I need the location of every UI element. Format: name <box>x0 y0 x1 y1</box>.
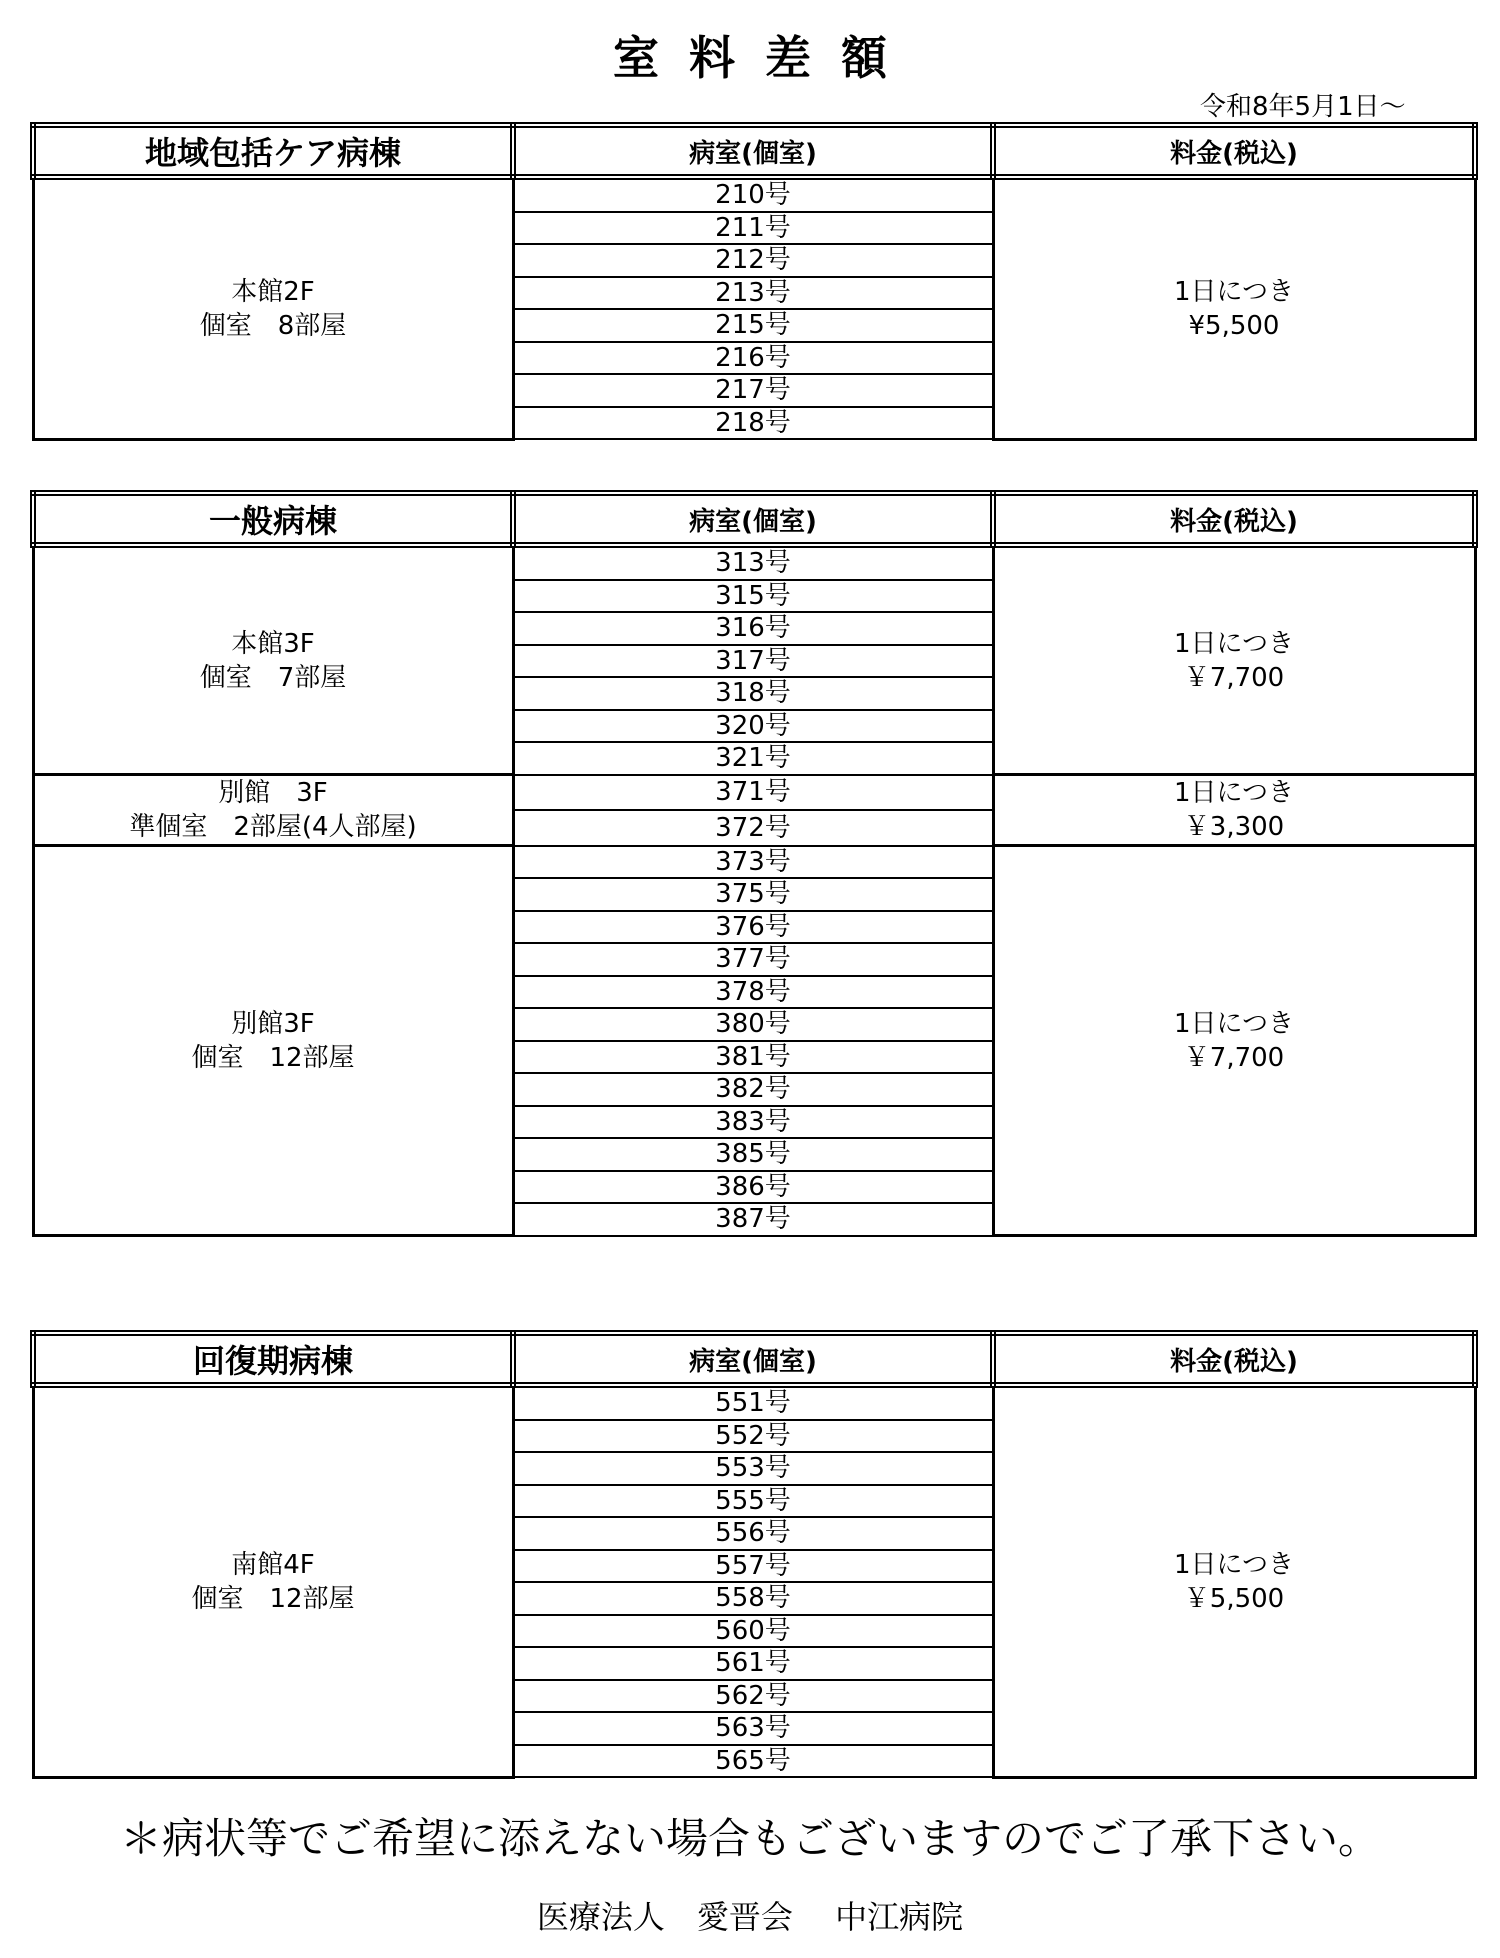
location-label: 別館 3F 準個室 2部屋(4人部屋) <box>129 778 417 842</box>
room-number: 563号 <box>513 1712 993 1745</box>
room-number: 217号 <box>513 374 993 407</box>
rooms-header: 病室(個室) <box>513 1333 993 1385</box>
room-number: 315号 <box>513 580 993 613</box>
room-number: 553号 <box>513 1452 993 1485</box>
fee-label: 1日につき ￥5,500 <box>1173 1549 1295 1614</box>
page-title: 室料差額 <box>613 31 917 85</box>
room-number: 373号 <box>513 846 993 879</box>
room-number: 560号 <box>513 1615 993 1648</box>
location-label: 本館3F 個室 7部屋 <box>199 628 347 693</box>
room-number: 561号 <box>513 1647 993 1680</box>
room-fee <box>993 775 1475 846</box>
table-row <box>33 177 1475 212</box>
room-group-location <box>33 177 513 439</box>
room-number: 385号 <box>513 1138 993 1171</box>
room-number: 213号 <box>513 277 993 310</box>
room-number: 557号 <box>513 1550 993 1583</box>
room-number: 313号 <box>513 545 993 580</box>
room-group-location <box>33 1385 513 1777</box>
room-number: 317号 <box>513 645 993 678</box>
room-number: 380号 <box>513 1008 993 1041</box>
effective-date: 令和8年5月1日～ <box>1200 92 1406 122</box>
ward-table <box>30 122 1478 441</box>
table-row <box>33 775 1475 811</box>
room-number: 378号 <box>513 976 993 1009</box>
location-label: 南館4F 個室 12部屋 <box>191 1549 355 1614</box>
room-number: 212号 <box>513 244 993 277</box>
room-number: 376号 <box>513 911 993 944</box>
fee-header: 料金(税込) <box>993 1333 1475 1385</box>
rooms-header: 病室(個室) <box>513 125 993 177</box>
fee-header: 料金(税込) <box>993 493 1475 545</box>
room-group-location <box>33 846 513 1236</box>
hospital-name: 医療法人 愛晋会 中江病院 <box>536 1898 964 1936</box>
room-number: 551号 <box>513 1385 993 1420</box>
room-fee <box>993 177 1475 439</box>
room-number: 556号 <box>513 1517 993 1550</box>
room-group-location <box>33 775 513 846</box>
fee-label: 1日につき ￥7,700 <box>1173 628 1295 693</box>
ward-table <box>30 1330 1478 1779</box>
room-number: 383号 <box>513 1106 993 1139</box>
room-number: 375号 <box>513 878 993 911</box>
room-number: 371号 <box>513 775 993 811</box>
rooms-header: 病室(個室) <box>513 493 993 545</box>
room-number: 565号 <box>513 1745 993 1778</box>
ward-table <box>30 490 1478 1237</box>
location-label: 別館3F 個室 12部屋 <box>191 1008 355 1073</box>
fee-label: 1日につき ￥3,300 <box>1173 778 1295 842</box>
fee-label: 1日につき ¥5,500 <box>1173 276 1295 341</box>
table-row <box>33 545 1475 580</box>
room-number: 218号 <box>513 407 993 440</box>
room-fee <box>993 846 1475 1236</box>
room-number: 558号 <box>513 1582 993 1615</box>
room-number: 216号 <box>513 342 993 375</box>
room-number: 372号 <box>513 810 993 846</box>
room-number: 321号 <box>513 742 993 775</box>
room-number: 316号 <box>513 612 993 645</box>
disclaimer-note: ＊病状等でご希望に添えない場合もございますのでご了承下さい。 <box>119 1814 1380 1863</box>
room-fee <box>993 545 1475 775</box>
room-group-location <box>33 545 513 775</box>
room-number: 211号 <box>513 212 993 245</box>
room-number: 552号 <box>513 1420 993 1453</box>
table-row <box>33 1385 1475 1420</box>
room-number: 562号 <box>513 1680 993 1713</box>
room-number: 318号 <box>513 677 993 710</box>
room-number: 386号 <box>513 1171 993 1204</box>
room-number: 210号 <box>513 177 993 212</box>
room-number: 381号 <box>513 1041 993 1074</box>
ward-name: 回復期病棟 <box>33 1333 513 1385</box>
room-number: 320号 <box>513 710 993 743</box>
table-row <box>33 846 1475 879</box>
room-number: 377号 <box>513 943 993 976</box>
room-number: 387号 <box>513 1203 993 1236</box>
fee-label: 1日につき ￥7,700 <box>1173 1008 1295 1073</box>
room-number: 555号 <box>513 1485 993 1518</box>
fee-header: 料金(税込) <box>993 125 1475 177</box>
room-number: 215号 <box>513 309 993 342</box>
room-number: 382号 <box>513 1073 993 1106</box>
room-fee <box>993 1385 1475 1777</box>
ward-name: 地域包括ケア病棟 <box>33 125 513 177</box>
ward-name: 一般病棟 <box>33 493 513 545</box>
location-label: 本館2F 個室 8部屋 <box>199 276 347 341</box>
